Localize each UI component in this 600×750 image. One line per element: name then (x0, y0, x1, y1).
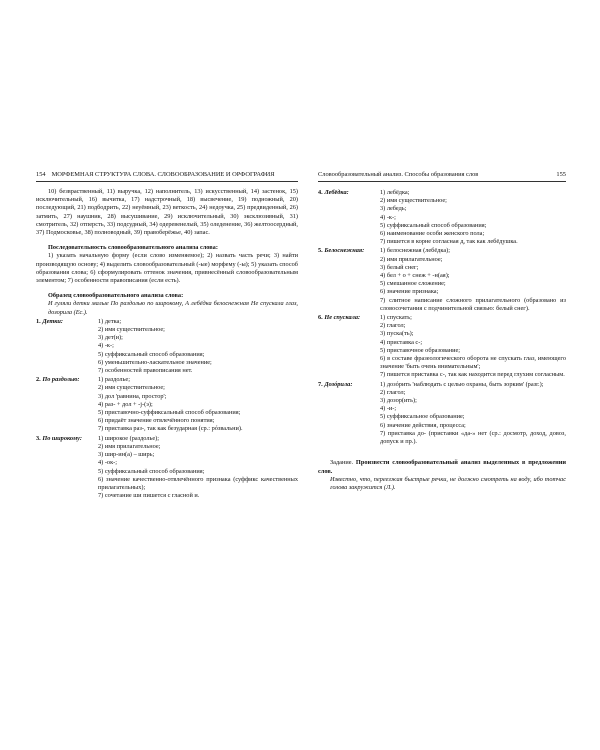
task-text: Произвести словообразовательный анализ выделенных в предложении слов. (318, 459, 566, 475)
entry-word: По широкому: (42, 434, 82, 442)
entry-word: Лебёдка: (324, 189, 349, 196)
right-running-header (318, 171, 566, 179)
analysis-entry: 2. По раздолью: 1) раздолье; 2) имя существительное; 3) дол 'равнина, простор'; 4) раз- + дол + -ј-(э); 5) приставочно-суффиксальный способ образования; 6) придаёт значение отвлечённого понятия; 7) приставка раз-, так как безударная (ср.: рóзвальни). (36, 376, 243, 433)
analysis-entry: 5. Белоснежная: 1) белоснежная (лебёдка); 2) имя прилагательное; 3) белый снег; 4) бел + о + снеж + -н(ая); 5) смешанное сложение; 6) значение признака; 7) слитное написание сложного прилагательного (образовано из словосочетания с подчинительной связью: белый снег). (318, 247, 566, 312)
sequence-body: 1) указать начальную форму (если слово изменяемое); 2) назвать часть речи; 3) найти производящую основу; 4) выделить словообразовательный (-ые) морфему (-ы); 5) указать способ образования слова; 6) сформулировать оттенок значения, привнесённый словообразовательным элементом; 7) особенности правописания (если есть). (36, 252, 298, 285)
right-header-rule (318, 181, 566, 182)
left-header-title: МОРФЕМНАЯ СТРУКТУРА СЛОВА. СЛОВООБРАЗОВАНИЕ И ОРФОГРАФИЯ (51, 171, 275, 178)
sample-sentence: И гуляли детки малые По раздолью по широкому, А лебёдка белоснежная Не спускала глаз, дозорила (Ес.). (48, 300, 298, 316)
analysis-entry: 3. По широкому: 1) широкое (раздолье); 2) имя прилагательное; 3) шир-ин(а) – ширь; 4) -ок-; 5) суффиксальный способ образования; 6) значение качественно-отвлечённого признака (суффикс качественных прилагательных); 7) сочетание ши пишется с гласной и. (36, 434, 298, 500)
task-example-sentence: Известно, что, переезжая быстрые речки, не должно смотреть на воду, ибо тотчас голова закружится (Л.). (330, 475, 566, 491)
analysis-entry: 1. Детки: 1) детка; 2) имя существительное; 3) дет(и); 4) -к-; 5) суффиксальный способ образования; 6) уменьшительно-ласкательное значение; 7) особенностей правописания нет. (36, 317, 212, 375)
sample-heading: Образец словообразовательного анализа слова: (48, 292, 184, 300)
left-running-header (36, 171, 298, 179)
left-header-rule (36, 181, 298, 182)
left-page-body (36, 188, 298, 500)
right-page-body (318, 188, 566, 492)
right-page-number: 155 (556, 171, 566, 178)
analysis-entry: 4. Лебёдка: 1) лебёдка; 2) имя существительное; 3) лебедь; 4) -к-; 5) суффиксальный способ образования; 6) наименование особи женского пола; 7) пишется в корне согласная д, так как лебёдушка. (318, 189, 518, 246)
entry-word: Дозóрила: (324, 380, 353, 388)
task-label: Задание. (330, 459, 354, 467)
word-list-paragraph: 10) безвраственный, 11) выручка, 12) наполнитель, 13) искусственный, 14) застенок, 15) исключительный, 16) вычитка, 17) надстрочный, 18) высвечение, 19) подножный, 20) последующий, 21) подбодрить, 22) неуёмный, 23) веткость, 24) недоучка, 25) предвиденный, 26) затмить, 27) наушник, 28) высушивание, 29) исключительный, 30) эксклюзивный, 31) смотритель, 32) отперсть, 33) подсудный, 34) одеревенелый, 35) оледенение, 36) желтоосердный, 37) Подмосковье, 38) полноводный, 39) правоберёжье, 40) запас. (36, 188, 298, 237)
task-paragraph (318, 459, 566, 475)
analysis-entry: 6. Не спускала: 1) спускать; 2) глагол; 3) пуска(ть); 4) приставка с-; 5) приставочное образование; 6) в составе фразеологического оборота не спускать глаз, имеющего значение 'быть очень внимательным'; 7) пишется приставка с-, так как находится перед глухим согласным. (318, 314, 566, 379)
sequence-heading: Последовательность словообразовательного анализа слова: (48, 244, 218, 252)
analysis-entry: 7. Дозóрила: 1) дозóрить 'наблюдать с целью охраны, быть зорким' (разг.); 2) глагол; 3) дозор(ить); 4) -и-; 5) суффиксальное образование; 6) значение действия, процесса; 7) приставка до- (приставки «да-» нет (ср.: досмотр, доход, довоз, допуск и пр.). (318, 380, 566, 446)
entry-word: Белоснежная: (324, 247, 365, 255)
left-page-number: 154 (36, 171, 46, 178)
entry-word: По раздолью: (42, 376, 80, 384)
right-header-title: Словообразовательный анализ. Способы образования слов (318, 171, 479, 178)
entry-word: Детки: (42, 317, 64, 325)
entry-word: Не спускала: (324, 314, 361, 322)
